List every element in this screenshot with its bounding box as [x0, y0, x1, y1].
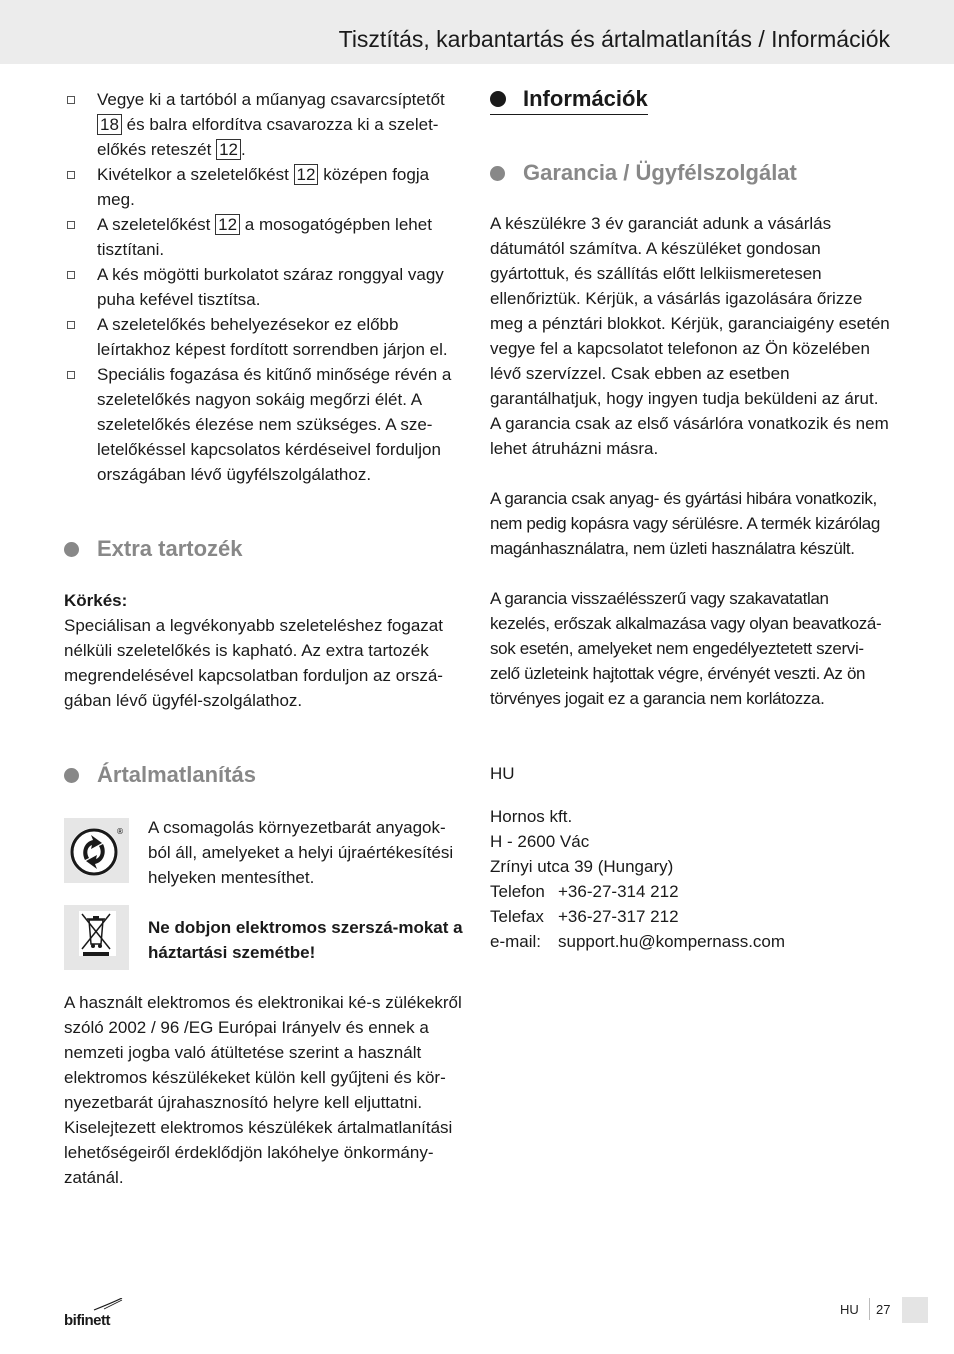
phone-value: +36-27-314 212	[558, 882, 679, 901]
extra-accessory-heading: Extra tartozék	[64, 534, 464, 564]
country-code: HU	[490, 764, 515, 783]
part-number-12: 12	[216, 139, 241, 160]
page-header	[0, 0, 954, 64]
fax-value: +36-27-317 212	[558, 907, 679, 926]
recycling-text: A csomagolás környezetbarát anyagok-ból áll, amelyeket a helyi újraértékesítési helyeken mentesíthet.	[148, 818, 454, 887]
warranty-heading: Garancia / Ügyfélszolgálat	[490, 158, 892, 188]
part-number-12: 12	[294, 164, 319, 185]
weee-row	[64, 905, 464, 970]
bullet-dot-icon	[490, 91, 506, 107]
warranty-paragraph-3: A garancia visszaélésszerű vagy szakavatatlan kezelés, erőszak alkalmazása vagy olyan beavatkozá-sok esetén, amelyeket nem engedélyeztetett szervi-zelő üzleteink hajtottak végre, érvényét veszti. Az ön törvényes jogait ez a garancia nem korlátozza.	[490, 589, 882, 708]
email-row	[490, 929, 892, 954]
bifinett-logo	[64, 1298, 126, 1328]
bullet-square-icon	[67, 271, 75, 279]
disposal-heading: Ártalmatlanítás	[64, 760, 464, 790]
green-dot-recycling-icon	[64, 818, 129, 883]
bullet-dot-icon	[490, 166, 505, 181]
warranty-paragraph-2: A garancia csak anyag- és gyártási hibára vonatkozik, nem pedig kopásra vagy sérülésre. A termék kizárólag magánhasználatra, nem üzleti használatra készült.	[490, 489, 881, 558]
city: H - 2600 Vác	[490, 832, 590, 851]
part-number-18: 18	[97, 114, 122, 135]
service-address	[490, 804, 892, 954]
weee-warning-text: Ne dobjon elektromos szerszá-mokat a háztartási szemétbe!	[148, 918, 463, 962]
recycling-row	[64, 818, 464, 887]
list-item: A szeletelőkést 12 a mosogatógépben lehet tisztítani.	[64, 212, 464, 262]
fax-row	[490, 904, 892, 929]
fax-label: Telefax	[490, 907, 544, 926]
right-column	[490, 84, 892, 954]
page-number: 27	[876, 1302, 891, 1317]
phone-label: Telefon	[490, 882, 545, 901]
phone-row	[490, 879, 892, 904]
footer-divider	[869, 1298, 870, 1320]
crossed-bin-icon	[64, 905, 129, 970]
bullet-square-icon	[67, 221, 75, 229]
left-column	[64, 87, 464, 1190]
logo-text: bifinett	[64, 1312, 110, 1328]
email-label: e-mail:	[490, 932, 542, 951]
cleaning-steps-list	[64, 87, 464, 487]
circular-blade-label: Körkés:	[64, 591, 128, 610]
bullet-square-icon	[67, 96, 75, 104]
circular-blade-text: Speciálisan a legvékonyabb szeleteléshez fogazat nélküli szeletelőkés is kapható. Az extra tartozék megrendelésével kapcsolatban forduljon az orszá-gában lévő ügyfél-szolgálathoz.	[64, 616, 443, 710]
disposal-paragraph: A használt elektromos és elektronikai ké-s zülékekről szóló 2002 / 96 /EG Európai Irányelv és ennek a nemzeti jogba való átültetése szerint a használt elektromos készülékeket külön kell gyűjteni és kör-nyezetbarát újrahasznosító helyre kell eljuttatni. Kiselejtezett elektromos készülékek ártalmatlanítási lehetőségeiről érdeklődjön lakóhelye önkormány-zatánál.	[64, 993, 462, 1187]
footer-language: HU	[840, 1302, 859, 1317]
email-value: support.hu@kompernass.com	[558, 932, 786, 951]
information-heading: Információk	[490, 84, 648, 115]
company-name: Hornos kft.	[490, 807, 573, 826]
bullet-square-icon	[67, 321, 75, 329]
warranty-paragraph-1: A készülékre 3 év garanciát adunk a vásárlás dátumától számítva. A készüléket gondosan gyártottuk, és szállítás előtt lelkiismeretesen ellenőriztük. Kérjük, a vásárlás igazolására őrizze meg a pénztári blokkot. Kérjük, garanciaigény esetén vegye fel a kapcsolatot telefonon az Ön közelében lévő szervízzel. Csak ebben az esetben garantálhatjuk, hogy ingyen tudja beküldeni az árut. A garancia csak az első vásárlóra vonatkozik és nem lehet átruházni másra.	[490, 214, 890, 458]
bullet-square-icon	[67, 371, 75, 379]
list-item: Vegye ki a tartóból a műanyag csavarcsíptetőt 18 és balra elfordítva csavarozza ki a szelet-előkés reteszét 12 .	[64, 87, 464, 162]
page-title: Tisztítás, karbantartás és ártalmatlanítás / Információk	[338, 26, 890, 52]
bullet-dot-icon	[64, 768, 79, 783]
list-item: A szeletelőkés behelyezésekor ez előbb leírtakhoz képest fordított sorrendben járjon el.	[64, 312, 464, 362]
list-item: A kés mögötti burkolatot száraz ronggyal vagy puha kefével tisztítsa.	[64, 262, 464, 312]
bullet-square-icon	[67, 171, 75, 179]
svg-text:®: ®	[116, 827, 124, 836]
bullet-dot-icon	[64, 542, 79, 557]
page-tab-marker	[902, 1297, 928, 1323]
street: Zrínyi utca 39 (Hungary)	[490, 857, 674, 876]
part-number-12: 12	[215, 214, 240, 235]
list-item: Speciális fogazása és kitűnő minősége révén a szeletelőkés nagyon sokáig megőrzi élét. A szeletelőkés élezése nem szükséges. A sze-letelőkéssel kapcsolatos kérdéseivel forduljon országában lévő ügyfélszolgálathoz.	[64, 362, 464, 487]
list-item: Kivételkor a szeletelőkést 12 középen fogja meg.	[64, 162, 464, 212]
